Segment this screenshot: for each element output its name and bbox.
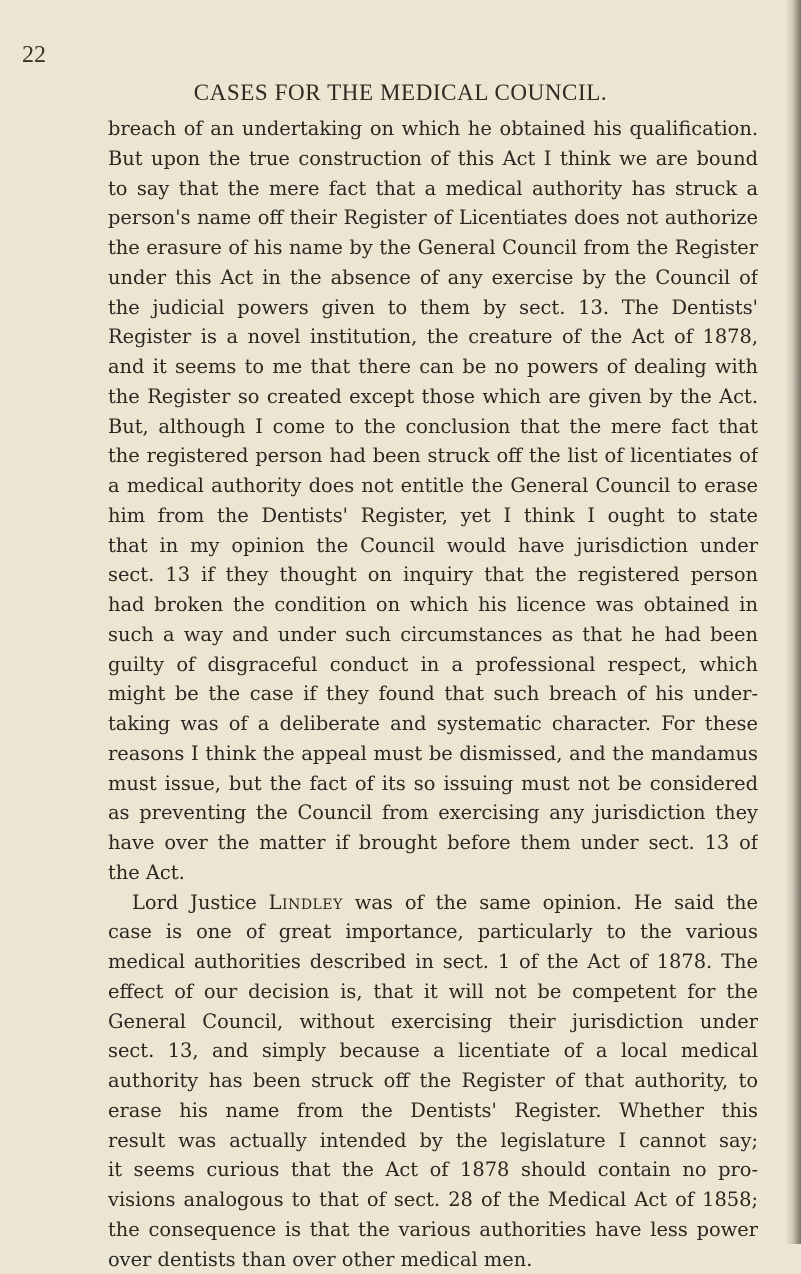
text-line: under this Act in the absence of any exercise by the Council of — [108, 263, 758, 293]
text-line: authority has been struck off the Register of that authority, to — [108, 1066, 758, 1096]
paragraph-start-line — [108, 888, 758, 918]
text-line: the consequence is that the various authorities have less power — [108, 1215, 758, 1245]
text-line: sect. 13 if they thought on inquiry that the registered person — [108, 560, 758, 590]
text-line: a medical authority does not entitle the General Council to erase — [108, 471, 758, 501]
text-line: effect of our decision is, that it will not be competent for the — [108, 977, 758, 1007]
text-line: guilty of disgraceful conduct in a professional respect, which — [108, 650, 758, 680]
paragraph-end-line: the Act. — [108, 858, 758, 888]
text-line: the registered person had been struck off the list of licentiates of — [108, 441, 758, 471]
text-line: person's name off their Register of Licentiates does not authorize — [108, 203, 758, 233]
text-line: had broken the condition on which his licence was obtained in — [108, 590, 758, 620]
paragraph-end-line: over dentists than over other medical men. — [108, 1245, 758, 1274]
text-line: erase his name from the Dentists' Register. Whether this — [108, 1096, 758, 1126]
text-line: visions analogous to that of sect. 28 of the Medical Act of 1858; — [108, 1185, 758, 1215]
text-line: as preventing the Council from exercising any jurisdiction they — [108, 798, 758, 828]
text-line: General Council, without exercising their jurisdiction under — [108, 1007, 758, 1037]
running-head: CASES FOR THE MEDICAL COUNCIL. — [0, 80, 801, 106]
text-line: must issue, but the fact of its so issuing must not be considered — [108, 769, 758, 799]
text-line: sect. 13, and simply because a licentiate of a local medical — [108, 1036, 758, 1066]
text-line: the Register so created except those which are given by the Act. — [108, 382, 758, 412]
body-text — [108, 114, 758, 1274]
text-line: have over the matter if brought before them under sect. 13 of — [108, 828, 758, 858]
text-line: case is one of great importance, particularly to the various — [108, 917, 758, 947]
text-line: it seems curious that the Act of 1878 should contain no pro- — [108, 1155, 758, 1185]
text-line: taking was of a deliberate and systematic character. For these — [108, 709, 758, 739]
text-line: the erasure of his name by the General Council from the Register — [108, 233, 758, 263]
page-number: 22 — [22, 42, 46, 69]
paragraph-start-text: was of the same opinion. He said the — [355, 891, 758, 914]
text-line: might be the case if they found that such breach of his under- — [108, 679, 758, 709]
text-line: to say that the mere fact that a medical authority has struck a — [108, 174, 758, 204]
binding-edge-shadow — [785, 0, 801, 1244]
text-line: Register is a novel institution, the creature of the Act of 1878, — [108, 322, 758, 352]
text-line: result was actually intended by the legislature I cannot say; — [108, 1126, 758, 1156]
text-line: medical authorities described in sect. 1 of the Act of 1878. The — [108, 947, 758, 977]
text-line: that in my opinion the Council would have jurisdiction under — [108, 531, 758, 561]
text-line: reasons I think the appeal must be dismissed, and the mandamus — [108, 739, 758, 769]
text-line: and it seems to me that there can be no powers of dealing with — [108, 352, 758, 382]
text-line: But upon the true construction of this Act I think we are bound — [108, 144, 758, 174]
text-line: him from the Dentists' Register, yet I think I ought to state — [108, 501, 758, 531]
speaker-name: Lindley — [269, 891, 343, 914]
text-line: such a way and under such circumstances as that he had been — [108, 620, 758, 650]
text-line: But, although I come to the conclusion that the mere fact that — [108, 412, 758, 442]
text-line: the judicial powers given to them by sect. 13. The Dentists' — [108, 293, 758, 323]
speaker-title: Lord Justice — [132, 891, 257, 914]
text-line: breach of an undertaking on which he obtained his qualification. — [108, 114, 758, 144]
